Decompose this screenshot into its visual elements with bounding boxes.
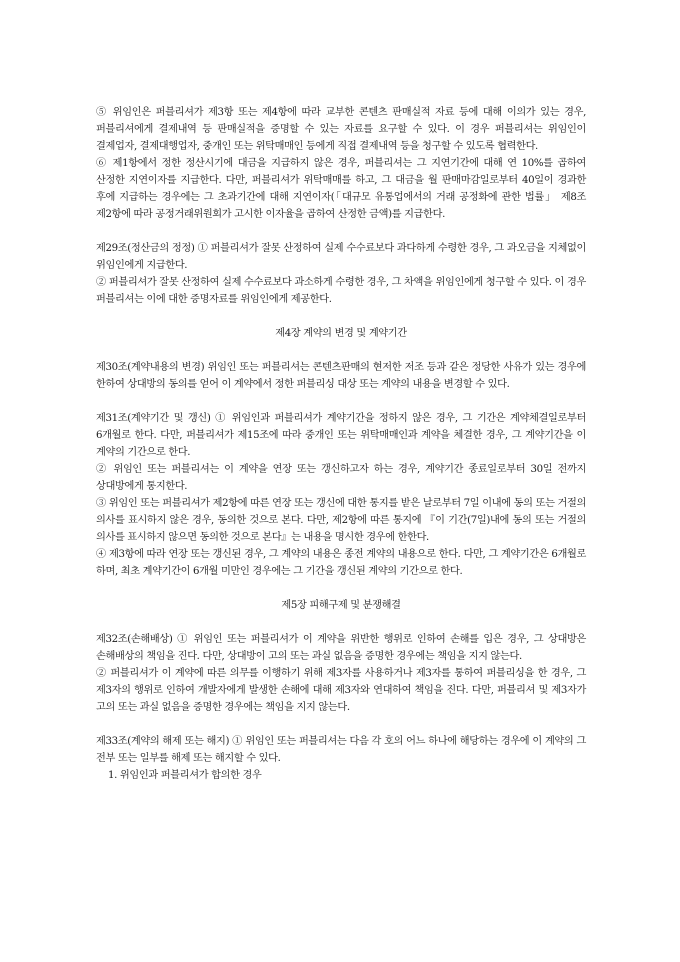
spacer	[96, 223, 586, 240]
article-32-paragraph-2: ② 퍼블리셔가 이 계약에 따른 의무를 이행하기 위해 제3자를 사용하거나 제3자를 통하여 퍼블리싱을 한 경우, 그 제3자의 행위로 인하여 개발자에게 발생한 손해에 대해 제3자와 연대하여 책임을 진다. 다만, 퍼블리셔 및 제3자가 고의 또는 과실 없음을 증명한 경우에는 책임을 지지 않는다.	[96, 668, 586, 713]
spacer	[96, 342, 586, 359]
article-33-item-1: 1. 위임인과 퍼블리셔가 합의한 경우	[108, 770, 262, 781]
article-29-paragraph-1: 제29조(정산금의 정정) ① 퍼블리셔가 잘못 산정하여 실제 수수료보다 과다하게 수령한 경우, 그 과오금을 지체없이 위임인에게 지급한다.	[96, 243, 586, 271]
article-31-paragraph-3: ③ 위임인 또는 퍼블리셔가 제2항에 따른 연장 또는 갱신에 대한 통지를 받은 날로부터 7일 이내에 동의 또는 거절의 의사를 표시하지 않은 경우, 동의한 것으로 본다. 다만, 제2항에 따른 통지에 『이 기간(7일)내에 동의 또는 거절의 의사를 표시하지 않으면 동의한 것으로 본다』는 내용을 명시한 경우에 한한다.	[96, 498, 586, 543]
article-32-paragraph-1: 제32조(손해배상) ① 위임인 또는 퍼블리셔가 이 계약을 위반한 행위로 인하여 손해를 입은 경우, 그 상대방은 손해배상의 책임을 진다. 다만, 상대방이 고의 또는 과실 없음을 증명한 경우에는 책임을 지지 않는다.	[96, 634, 586, 662]
chapter-4-heading: 제4장 계약의 변경 및 계약기간	[275, 328, 407, 339]
article-28-paragraph-6: ⑥ 제1항에서 정한 정산시기에 대금을 지급하지 않은 경우, 퍼블리셔는 그 지연기간에 대해 연 10%를 곱하여 산정한 지연이자를 지급한다. 다만, 퍼블리셔가 위탁매매를 하고, 그 대금을 월 판매마감일로부터 40일이 경과한 후에 지급하는 경우에는 그 초과기간에 대해 지연이자(「대규모 유통업에서의 거래 공정화에 관한 법률」 제8조 제2항에 따라 공정거래위원회가 고시한 이자율을 곱하여 산정한 금액)를 지급한다.	[96, 158, 586, 220]
article-29-paragraph-2: ② 퍼블리셔가 잘못 산정하여 실제 수수료보다 과소하게 수령한 경우, 그 차액을 위임인에게 청구할 수 있다. 이 경우 퍼블리셔는 이에 대한 증명자료를 위임인에게 제공한다.	[96, 277, 586, 305]
spacer	[96, 308, 586, 325]
spacer	[96, 580, 586, 597]
article-31-paragraph-1: 제31조(계약기간 및 갱신) ① 위임인과 퍼블리셔가 계약기간을 정하지 않은 경우, 그 기간은 계약체결일로부터 6개월로 한다. 다만, 퍼블리셔가 제15조에 따라 중개인 또는 위탁매매인과 계약을 체결한 경우, 그 계약기간을 이 계약의 기간으로 한다.	[96, 413, 586, 458]
article-31-paragraph-4: ④ 제3항에 따라 연장 또는 갱신된 경우, 그 계약의 내용은 종전 계약의 내용으로 한다. 다만, 그 계약기간은 6개월로 하며, 최초 계약기간이 6개월 미만인 경우에는 그 기간을 갱신된 계약의 기간으로 한다.	[96, 549, 586, 577]
document-page	[96, 104, 586, 784]
chapter-5-heading: 제5장 피해구제 및 분쟁해결	[281, 600, 401, 611]
spacer	[96, 614, 586, 631]
article-31-paragraph-2: ② 위임인 또는 퍼블리셔는 이 계약을 연장 또는 갱신하고자 하는 경우, 계약기간 종료일로부터 30일 전까지 상대방에게 통지한다.	[96, 464, 586, 492]
article-28-paragraph-5: ⑤ 위임인은 퍼블리셔가 제3항 또는 제4항에 따라 교부한 콘텐츠 판매실적 자료 등에 대해 이의가 있는 경우, 퍼블리셔에게 결제내역 등 판매실적을 증명할 수 있는 자료를 요구할 수 있다. 이 경우 퍼블리셔는 위임인이 결제업자, 결제대행업자, 중개인 또는 위탁매매인 등에게 직접 결제내역 등을 청구할 수 있도록 협력한다.	[96, 107, 586, 152]
spacer	[96, 393, 586, 410]
spacer	[96, 716, 586, 733]
article-30: 제30조(계약내용의 변경) 위임인 또는 퍼블리셔는 콘텐츠판매의 현저한 저조 등과 같은 정당한 사유가 있는 경우에 한하여 상대방의 동의를 얻어 이 계약에서 정한 퍼블리싱 대상 또는 계약의 내용을 변경할 수 있다.	[96, 362, 586, 390]
article-33-paragraph-1: 제33조(계약의 해제 또는 해지) ① 위임인 또는 퍼블리셔는 다음 각 호의 어느 하나에 해당하는 경우에 이 계약의 그 전부 또는 일부를 해제 또는 해지할 수 있다.	[96, 736, 586, 764]
